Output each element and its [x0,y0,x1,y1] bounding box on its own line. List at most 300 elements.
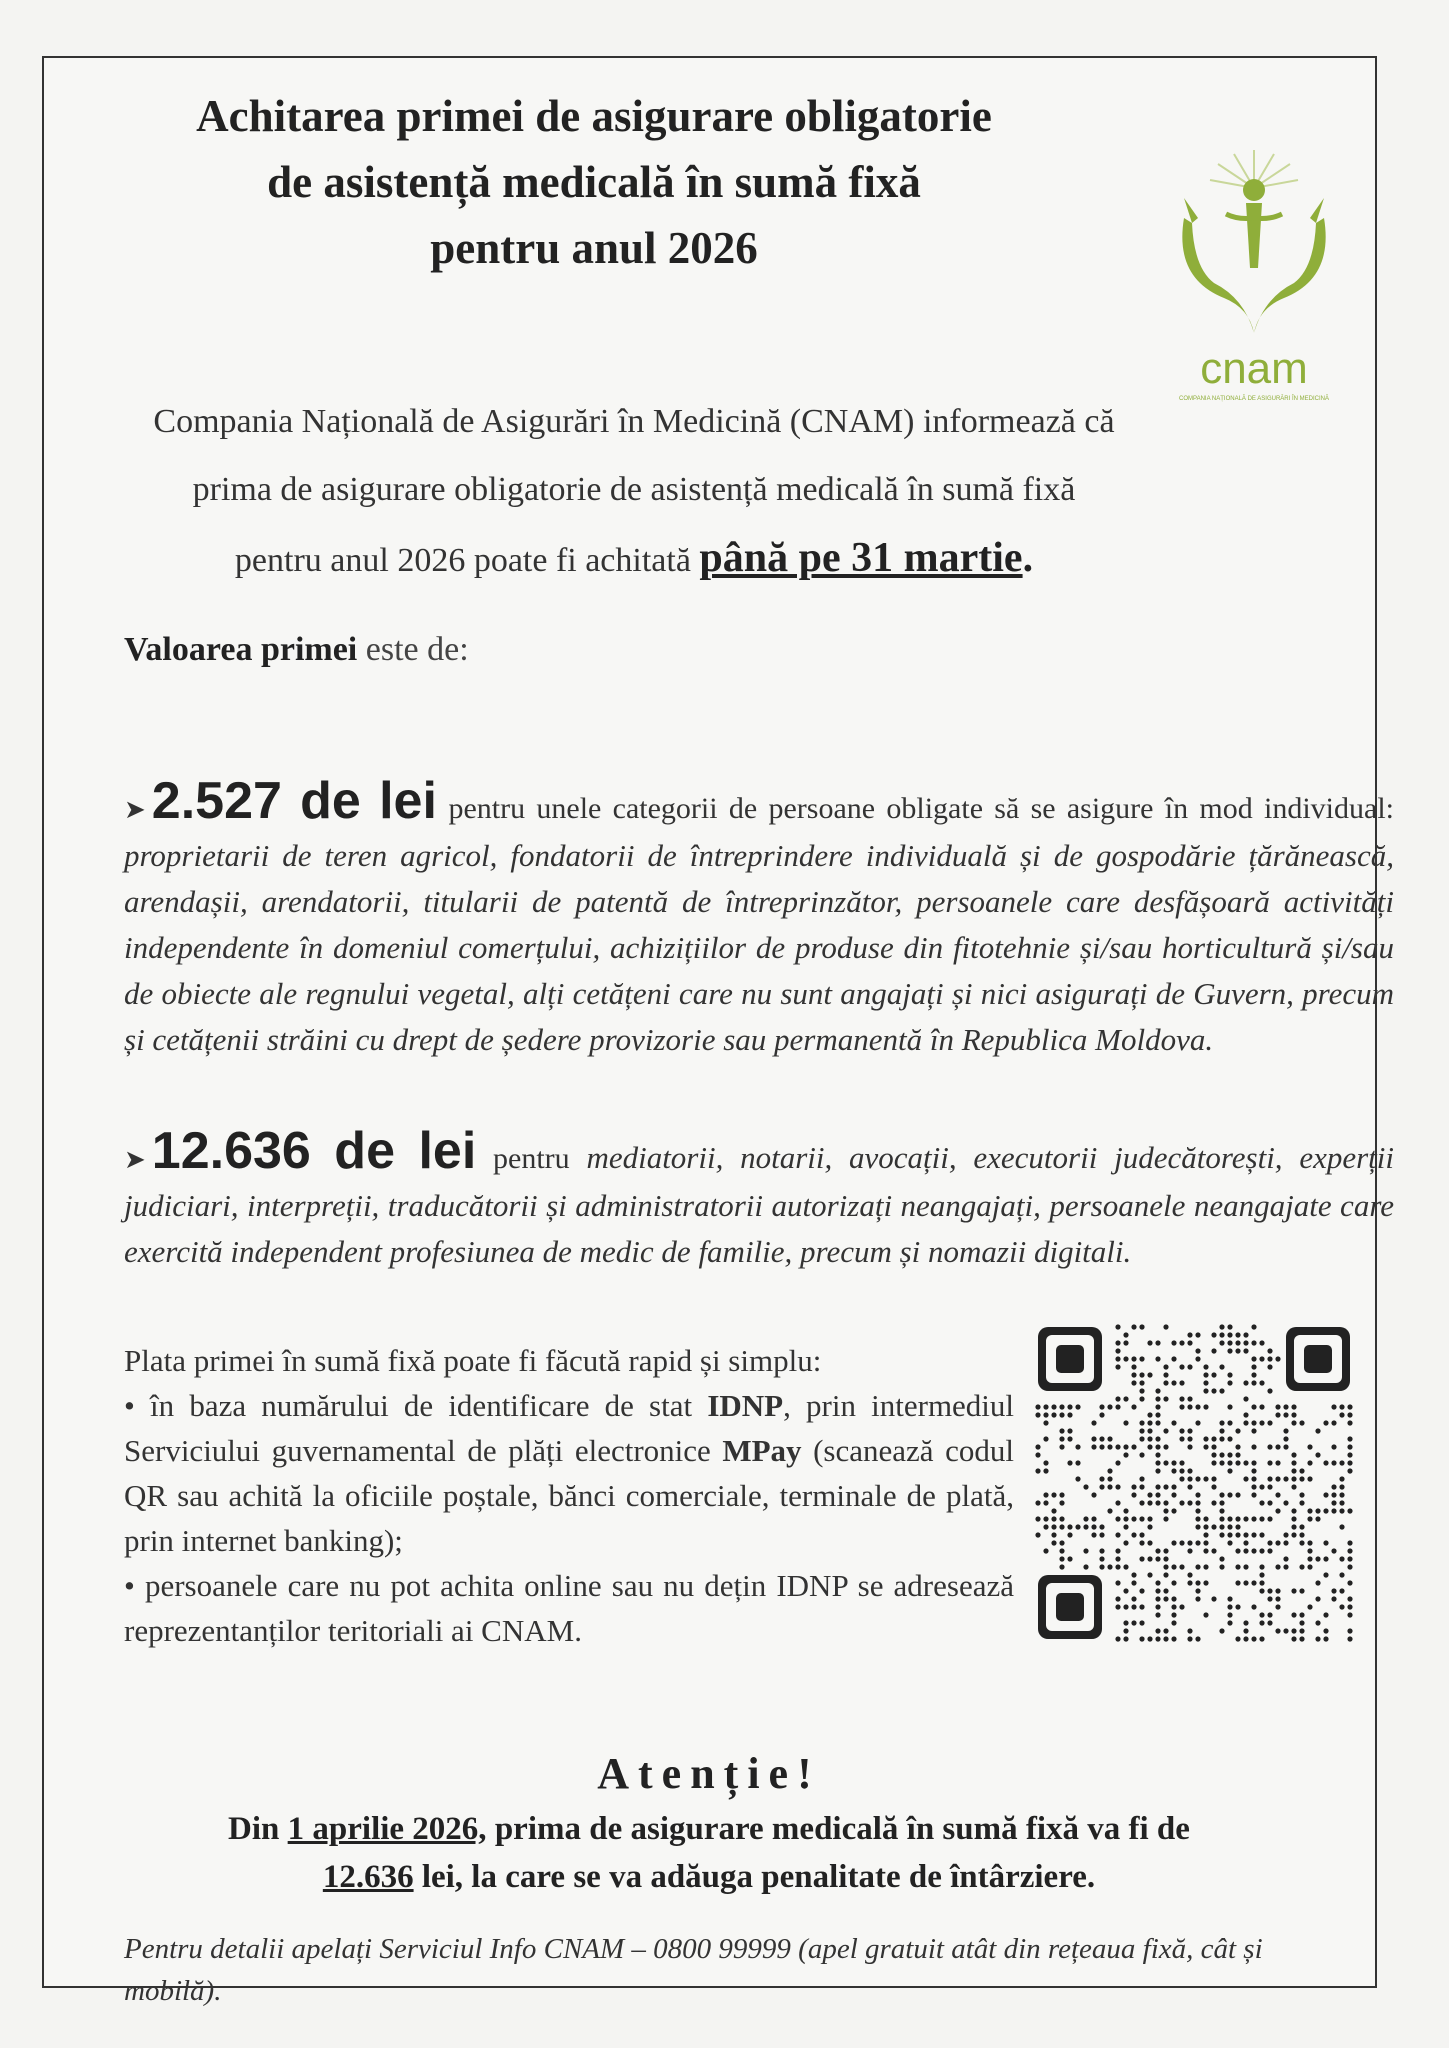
qr-module [1275,1540,1280,1545]
qr-module [1043,1516,1048,1521]
qr-module [1035,1532,1040,1537]
qr-module [1339,1588,1344,1593]
qr-module [1155,1612,1160,1617]
qr-module [1155,1604,1160,1609]
qr-module [1155,1492,1160,1497]
qr-module [1251,1324,1256,1329]
qr-module [1083,1516,1088,1521]
qr-module [1035,1412,1040,1417]
qr-module [1299,1492,1304,1497]
qr-module [1283,1444,1288,1449]
qr-module [1107,1508,1112,1513]
qr-module [1251,1364,1256,1369]
qr-module [1259,1548,1264,1553]
qr-module [1347,1564,1352,1569]
qr-module [1035,1444,1040,1449]
qr-module [1195,1332,1200,1337]
qr-module [1059,1516,1064,1521]
qr-module [1347,1556,1352,1561]
qr-module [1043,1468,1048,1473]
qr-module [1107,1404,1112,1409]
qr-module [1291,1636,1296,1641]
qr-module [1171,1604,1176,1609]
qr-module [1051,1492,1056,1497]
qr-module [1123,1564,1128,1569]
qr-module [1187,1636,1192,1641]
qr-module [1195,1404,1200,1409]
qr-module [1219,1420,1224,1425]
page-title [144,83,1044,281]
qr-module [1243,1628,1248,1633]
qr-module [1139,1540,1144,1545]
qr-module [1171,1468,1176,1473]
qr-module [1275,1564,1280,1569]
premium-item-2 [124,1122,1394,1275]
qr-module [1203,1380,1208,1385]
qr-module [1251,1380,1256,1385]
intro-line-1: Compania Națională de Asigurări în Medicină (CNAM) informează că [153,403,1115,440]
qr-module [1339,1508,1344,1513]
qr-module [1035,1452,1040,1457]
qr-module [1083,1524,1088,1529]
qr-module [1211,1444,1216,1449]
qr-module [1331,1588,1336,1593]
qr-module [1139,1452,1144,1457]
mpay-label: MPay [722,1433,802,1468]
qr-module [1075,1460,1080,1465]
qr-module [1259,1356,1264,1361]
qr-module [1187,1548,1192,1553]
qr-module [1339,1412,1344,1417]
qr-module [1035,1404,1040,1409]
qr-module [1155,1500,1160,1505]
qr-module [1171,1340,1176,1345]
qr-module [1203,1444,1208,1449]
qr-module [1339,1572,1344,1577]
qr-module [1171,1564,1176,1569]
qr-module [1227,1380,1232,1385]
qr-module [1203,1532,1208,1537]
qr-module [1139,1636,1144,1641]
qr-module [1267,1516,1272,1521]
qr-module [1259,1532,1264,1537]
qr-module [1243,1516,1248,1521]
qr-module [1131,1484,1136,1489]
qr-module [1227,1532,1232,1537]
qr-module [1235,1532,1240,1537]
qr-module [1235,1604,1240,1609]
payment-bullet-2 [124,1563,1014,1653]
qr-module [1139,1476,1144,1481]
qr-module [1219,1492,1224,1497]
qr-module [1067,1412,1072,1417]
qr-module [1259,1620,1264,1625]
qr-module [1227,1420,1232,1425]
qr-module [1163,1444,1168,1449]
attention-amount: 12.636 [322,1859,414,1895]
qr-module [1139,1356,1144,1361]
qr-module [1179,1428,1184,1433]
qr-module [1243,1412,1248,1417]
qr-module [1179,1476,1184,1481]
attention-text [84,1805,1334,1901]
qr-module [1235,1340,1240,1345]
qr-module [1211,1460,1216,1465]
bullet-dot-icon: • [124,1388,135,1423]
qr-module [1187,1572,1192,1577]
qr-module [1219,1532,1224,1537]
logo-subtext: COMPANIA NAȚIONALĂ DE ASIGURĂRI ÎN MEDICINĂ [1179,396,1329,402]
qr-module [1203,1372,1208,1377]
qr-module [1299,1532,1304,1537]
qr-module [1131,1444,1136,1449]
qr-module [1163,1428,1168,1433]
qr-module [1171,1596,1176,1601]
qr-module [1091,1516,1096,1521]
qr-module [1043,1460,1048,1465]
qr-module [1115,1484,1120,1489]
qr-module [1203,1540,1208,1545]
qr-module [1195,1492,1200,1497]
qr-module [1299,1540,1304,1545]
qr-module [1291,1532,1296,1537]
qr-module [1051,1508,1056,1513]
qr-module [1299,1620,1304,1625]
qr-module [1163,1508,1168,1513]
qr-module [1331,1420,1336,1425]
qr-module [1179,1540,1184,1545]
qr-code[interactable] [1034,1323,1354,1643]
qr-module [1099,1532,1104,1537]
qr-module [1211,1372,1216,1377]
qr-module [1243,1396,1248,1401]
qr-module [1331,1460,1336,1465]
title-line-1: Achitarea primei de asigurare obligatorie [196,91,992,141]
qr-module [1235,1564,1240,1569]
qr-module [1131,1604,1136,1609]
qr-module [1115,1500,1120,1505]
qr-module [1179,1468,1184,1473]
qr-module [1131,1516,1136,1521]
item-1-lead: pentru unele categorii de persoane obligate să se asigure în mod individual: [448,792,1395,825]
qr-module [1179,1564,1184,1569]
qr-module [1131,1380,1136,1385]
qr-module [1307,1548,1312,1553]
footer-note: Pentru detalii apelați Serviciul Info CNAM – 0800 99999 (apel gratuit atât din rețeaua fixă, cât și mobilă). [124,1933,1263,2007]
qr-module [1179,1604,1184,1609]
qr-module [1163,1628,1168,1633]
qr-module [1315,1620,1320,1625]
qr-module [1219,1556,1224,1561]
logo-left-hand-icon [1182,218,1254,333]
qr-module [1139,1588,1144,1593]
qr-module [1179,1396,1184,1401]
qr-module [1035,1468,1040,1473]
qr-module [1203,1548,1208,1553]
bullet-2-text: persoanele care nu pot achita online sau nu dețin IDNP se adresează reprezentanților teritoriali ai CNAM. [124,1568,1014,1648]
qr-module [1131,1492,1136,1497]
qr-module [1147,1420,1152,1425]
qr-module [1259,1564,1264,1569]
qr-module [1091,1444,1096,1449]
qr-module [1115,1404,1120,1409]
qr-module [1331,1404,1336,1409]
qr-module [1043,1412,1048,1417]
qr-module [1299,1588,1304,1593]
qr-module [1115,1348,1120,1353]
qr-module [1067,1532,1072,1537]
qr-module [1331,1596,1336,1601]
qr-module [1331,1500,1336,1505]
qr-module [1195,1524,1200,1529]
qr-module [1155,1556,1160,1561]
qr-module [1163,1460,1168,1465]
qr-module [1139,1380,1144,1385]
qr-module [1243,1540,1248,1545]
qr-module [1155,1484,1160,1489]
qr-module [1211,1476,1216,1481]
qr-module [1139,1388,1144,1393]
qr-module [1099,1564,1104,1569]
qr-module [1051,1532,1056,1537]
qr-module [1283,1556,1288,1561]
item-1-details: proprietarii de teren agricol, fondatorii de întreprindere individuală și de gospodărie țărănească, arendașii, arendatorii, titularii de patentă de întreprinzător, persoanele care desfășoară activități independente în domeniul comerțului, achizițiilor de produse din fitotehnie și/sau horticultură și/sau de obiecte ale regnului vegetal, alți cetățeni care nu sunt angajați și nici asigurați de Guvern, precum și cetățenii străini cu drept de ședere provizorie sau permanentă în Republica Moldova. [124,838,1394,1057]
qr-module [1275,1404,1280,1409]
qr-module [1251,1476,1256,1481]
qr-module [1187,1468,1192,1473]
qr-module [1043,1492,1048,1497]
qr-module [1107,1468,1112,1473]
qr-module [1339,1524,1344,1529]
qr-module [1251,1404,1256,1409]
qr-module [1275,1356,1280,1361]
qr-module [1163,1380,1168,1385]
qr-module [1227,1436,1232,1441]
title-line-2: de asistență medicală în sumă fixă [267,157,921,207]
qr-module [1059,1428,1064,1433]
qr-module [1307,1460,1312,1465]
qr-module [1291,1588,1296,1593]
intro-line-3 [104,524,1164,595]
qr-module [1227,1596,1232,1601]
qr-module [1235,1452,1240,1457]
qr-module [1067,1436,1072,1441]
qr-module [1227,1332,1232,1337]
qr-module [1243,1340,1248,1345]
payment-intro: Plata primei în sumă fixă poate fi făcută rapid și simplu: [124,1343,822,1378]
qr-module [1283,1540,1288,1545]
qr-module [1139,1620,1144,1625]
qr-module [1347,1412,1352,1417]
qr-module [1323,1612,1328,1617]
qr-module [1155,1636,1160,1641]
qr-module [1227,1460,1232,1465]
qr-module [1291,1612,1296,1617]
qr-module [1139,1372,1144,1377]
qr-module [1099,1412,1104,1417]
attention-date: 1 aprilie 2026, [287,1811,487,1847]
qr-module [1171,1356,1176,1361]
qr-module [1211,1332,1216,1337]
qr-module [1115,1532,1120,1537]
qr-module [1147,1556,1152,1561]
qr-module [1067,1524,1072,1529]
qr-module [1211,1524,1216,1529]
qr-module [1115,1564,1120,1569]
qr-module [1291,1460,1296,1465]
qr-module [1067,1460,1072,1465]
qr-module [1203,1612,1208,1617]
qr-module [1155,1628,1160,1633]
qr-module [1299,1476,1304,1481]
qr-module [1219,1428,1224,1433]
qr-module [1251,1444,1256,1449]
qr-module [1195,1516,1200,1521]
qr-module [1187,1484,1192,1489]
qr-module [1091,1420,1096,1425]
qr-module [1267,1444,1272,1449]
qr-module [1139,1484,1144,1489]
qr-module [1099,1484,1104,1489]
qr-module [1307,1516,1312,1521]
bullet-1-text-b: , prin intermediul Serviciului guvernamental de plăți electronice [124,1388,1015,1468]
qr-module [1227,1324,1232,1329]
qr-module [1131,1324,1136,1329]
qr-module [1259,1420,1264,1425]
qr-module [1187,1428,1192,1433]
qr-module [1267,1420,1272,1425]
qr-module [1243,1564,1248,1569]
qr-module [1211,1436,1216,1441]
qr-module [1163,1516,1168,1521]
qr-module [1139,1436,1144,1441]
qr-module [1219,1460,1224,1465]
qr-module [1123,1524,1128,1529]
qr-module [1251,1532,1256,1537]
qr-module [1283,1500,1288,1505]
qr-module [1171,1612,1176,1617]
qr-module [1115,1324,1120,1329]
qr-module [1211,1484,1216,1489]
qr-module [1211,1596,1216,1601]
qr-module [1147,1436,1152,1441]
qr-module [1147,1444,1152,1449]
qr-module [1163,1372,1168,1377]
qr-module [1203,1580,1208,1585]
qr-module [1251,1580,1256,1585]
qr-module [1243,1476,1248,1481]
qr-module [1203,1364,1208,1369]
qr-module [1163,1588,1168,1593]
qr-module [1043,1436,1048,1441]
qr-module [1147,1428,1152,1433]
qr-module [1139,1556,1144,1561]
qr-module [1211,1452,1216,1457]
qr-module [1155,1340,1160,1345]
qr-module [1187,1340,1192,1345]
qr-module [1187,1332,1192,1337]
qr-module [1291,1516,1296,1521]
qr-module [1139,1604,1144,1609]
qr-module [1115,1340,1120,1345]
qr-module [1323,1636,1328,1641]
qr-module [1251,1548,1256,1553]
qr-module [1139,1324,1144,1329]
amount-1: 2.527 de lei [151,772,437,830]
qr-module [1291,1412,1296,1417]
qr-module [1059,1492,1064,1497]
qr-module [1259,1580,1264,1585]
qr-module [1083,1548,1088,1553]
qr-module [1155,1588,1160,1593]
qr-module [1187,1580,1192,1585]
qr-module [1171,1580,1176,1585]
qr-module [1187,1500,1192,1505]
qr-module [1347,1404,1352,1409]
deadline-date: până pe 31 martie [699,535,1023,581]
qr-module [1259,1572,1264,1577]
qr-module [1227,1540,1232,1545]
qr-module [1195,1476,1200,1481]
qr-module [1291,1420,1296,1425]
qr-module [1259,1516,1264,1521]
qr-module [1227,1604,1232,1609]
qr-module [1307,1508,1312,1513]
qr-module [1251,1340,1256,1345]
qr-module [1235,1428,1240,1433]
qr-module [1179,1460,1184,1465]
qr-module [1163,1596,1168,1601]
qr-module [1051,1540,1056,1545]
qr-module [1267,1460,1272,1465]
qr-module [1147,1412,1152,1417]
qr-module [1059,1404,1064,1409]
qr-module [1299,1636,1304,1641]
qr-module [1163,1556,1168,1561]
qr-module [1147,1572,1152,1577]
qr-module [1051,1412,1056,1417]
qr-module [1291,1404,1296,1409]
qr-module [1075,1444,1080,1449]
bullet-1-text-c: (scanează codul QR sau achită la oficiile poștale, bănci comerciale, terminale de plată, prin internet banking); [124,1433,1014,1558]
qr-module [1059,1524,1064,1529]
qr-module [1163,1572,1168,1577]
qr-module [1227,1620,1232,1625]
qr-module [1163,1636,1168,1641]
qr-module [1163,1564,1168,1569]
attention-box [84,1748,1334,1901]
qr-module [1339,1476,1344,1481]
qr-module [1347,1596,1352,1601]
qr-module [1339,1484,1344,1489]
qr-module [1179,1404,1184,1409]
qr-module [1315,1508,1320,1513]
qr-module [1275,1604,1280,1609]
qr-module [1155,1548,1160,1553]
qr-module [1139,1500,1144,1505]
qr-module [1227,1372,1232,1377]
qr-module [1179,1340,1184,1345]
qr-module [1155,1404,1160,1409]
qr-module [1099,1524,1104,1529]
qr-module [1339,1604,1344,1609]
qr-module [1275,1492,1280,1497]
qr-module [1227,1492,1232,1497]
qr-module [1147,1500,1152,1505]
qr-module [1267,1548,1272,1553]
qr-module [1059,1548,1064,1553]
qr-module [1123,1620,1128,1625]
